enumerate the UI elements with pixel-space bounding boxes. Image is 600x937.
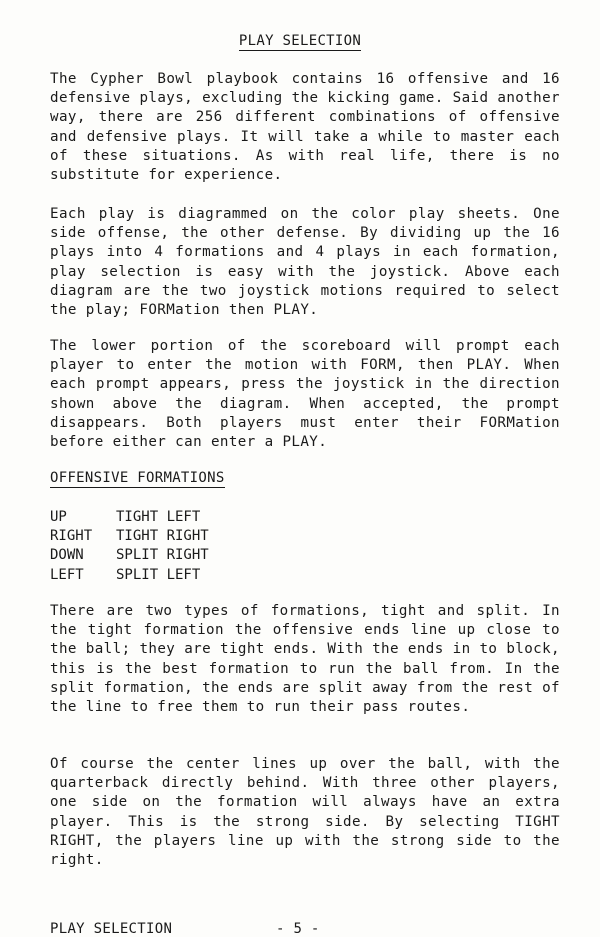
offensive-formations-heading [50, 470, 225, 486]
page-heading-text: PLAY SELECTION [238, 33, 362, 49]
page-footer [50, 921, 320, 937]
page-number: - 5 - [276, 921, 320, 937]
formation-direction: UP [50, 509, 67, 525]
formation-row [50, 527, 209, 546]
formation-direction: RIGHT [50, 528, 93, 545]
formation-name: TIGHT RIGHT [116, 528, 209, 545]
paragraph-intro: The Cypher Bowl playbook contains 16 offensive and 16 defensive plays, excluding the kicking game. Said another way, there are 256 different combinations of offensive and defensive plays. It will take a while to master each of these situations. As with real life, there is no substitute for experience. [50, 71, 560, 184]
formation-name: SPLIT RIGHT [116, 547, 209, 564]
formation-row [50, 508, 209, 527]
formation-direction: DOWN [50, 547, 84, 564]
formation-name: TIGHT LEFT [116, 509, 201, 525]
offensive-formations-heading-text: OFFENSIVE FORMATIONS [50, 470, 225, 486]
page-heading [0, 33, 600, 49]
formation-direction: LEFT [50, 566, 84, 583]
formation-name: SPLIT LEFT [116, 566, 201, 583]
paragraph-formation-types: There are two types of formations, tight and split. In the tight formation the offensive ends line up close to the ball; they are tight ends. With the ends in to block, this is the best formation to run the ball from. In the split formation, the ends are split away from the rest of the line to free them to run their pass routes. [50, 603, 560, 716]
footer-section-title: PLAY SELECTION [50, 921, 173, 937]
formations-list [50, 508, 209, 585]
formation-row [50, 566, 209, 585]
paragraph-diagrams: Each play is diagrammed on the color play sheets. One side offense, the other defense. By dividing up the 16 plays into 4 formations and 4 plays in each formation, play selection is easy with the joystick. Above each diagram are the two joystick motions required to select the play; FORMation then PLAY. [50, 206, 560, 319]
formation-row [50, 546, 209, 565]
paragraph-scoreboard: The lower portion of the scoreboard will prompt each player to enter the motion with FORM, then PLAY. When each prompt appears, press the joystick in the direction shown above the diagram. When accepted, the prompt disappears. Both players must enter their FORMation before either can enter a PLAY. [50, 338, 560, 451]
paragraph-center: Of course the center lines up over the ball, with the quarterback directly behind. With three other players, one side on the formation will always have an extra player. This is the strong side. By selecting TIGHT RIGHT, the players line up with the strong side to the right. [50, 756, 560, 869]
